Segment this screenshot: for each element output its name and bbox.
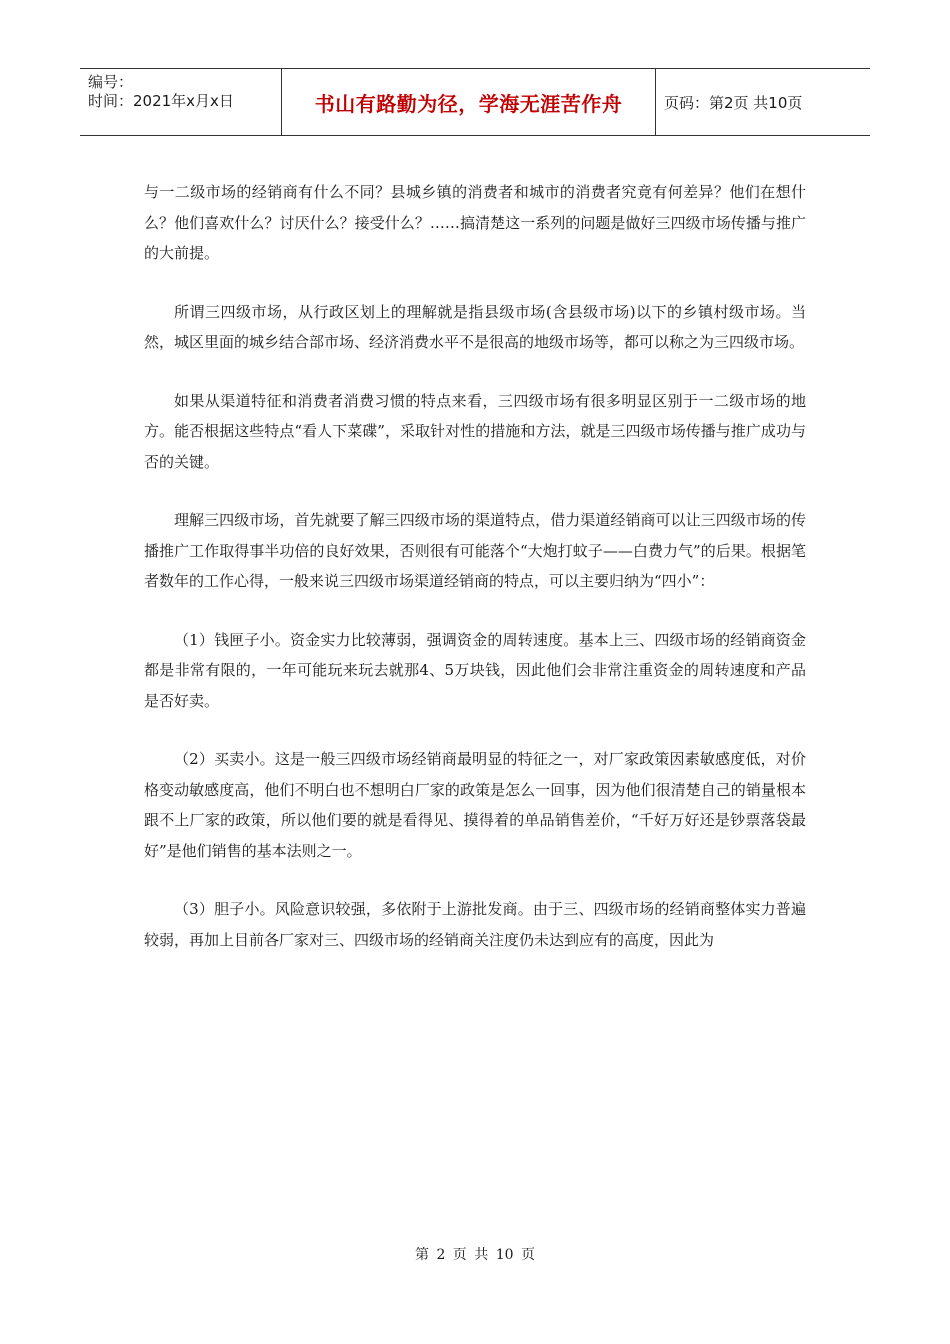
- paragraph-5: （1）钱匣子小。资金实力比较薄弱，强调资金的周转速度。基本上三、四级市场的经销商资金都是非常有限的，一年可能玩来玩去就那4、5万块钱，因此他们会非常注重资金的周转速度和产品是否好卖。: [144, 630, 806, 710]
- document-body: [144, 177, 806, 983]
- paragraph-2: 所谓三四级市场，从行政区划上的理解就是指县级市场(含县级市场)以下的乡镇村级市场。当然，城区里面的城乡结合部市场、经济消费水平不是很高的地级市场等，都可以称之为三四级市场。: [144, 302, 806, 351]
- page-footer: 第 2 页 共 10 页: [415, 1247, 535, 1263]
- paragraph-1: 与一二级市场的经销商有什么不同？县城乡镇的消费者和城市的消费者究竟有何差异？他们在想什么？他们喜欢什么？讨厌什么？接受什么？……搞清楚这一系列的问题是做好三四级市场传播与推广的大前提。: [144, 183, 806, 262]
- header-page-info: 页码：第2页 共10页: [664, 93, 803, 112]
- header-motto: 书山有路勤为径，学海无涯苦作舟: [282, 69, 656, 135]
- number-label: 编号：: [88, 73, 134, 91]
- date-label: 时间：2021年x月x日: [88, 92, 234, 110]
- paragraph-6: （2）买卖小。这是一般三四级市场经销商最明显的特征之一，对厂家政策因素敏感度低，对价格变动敏感度高，他们不明白也不想明白厂家的政策是怎么一回事，因为他们很清楚自己的销量根本跟不上厂家的政策，所以他们要的就是看得见、摸得着的单品销售差价，“千好万好还是钞票落袋最好”是他们销售的基本法则之一。: [144, 750, 806, 860]
- paragraph-4: 理解三四级市场，首先就要了解三四级市场的渠道特点，借力渠道经销商可以让三四级市场的传播推广工作取得事半功倍的良好效果，否则很有可能落个“大炮打蚊子——白费力气”的后果。根据笔者数年的工作心得，一般来说三四级市场渠道经销商的特点，可以主要归纳为“四小”：: [144, 511, 806, 590]
- header-meta: [80, 69, 282, 135]
- paragraph-7: （3）胆子小。风险意识较强，多依附于上游批发商。由于三、四级市场的经销商整体实力普遍较弱，再加上目前各厂家对三、四级市场的经销商关注度仍未达到应有的高度，因此为: [144, 900, 806, 949]
- page-header: [80, 68, 870, 136]
- paragraph-3: 如果从渠道特征和消费者消费习惯的特点来看，三四级市场有很多明显区别于一二级市场的地方。能否根据这些特点“看人下菜碟”，采取针对性的措施和方法，就是三四级市场传播与推广成功与否的关键。: [144, 391, 806, 471]
